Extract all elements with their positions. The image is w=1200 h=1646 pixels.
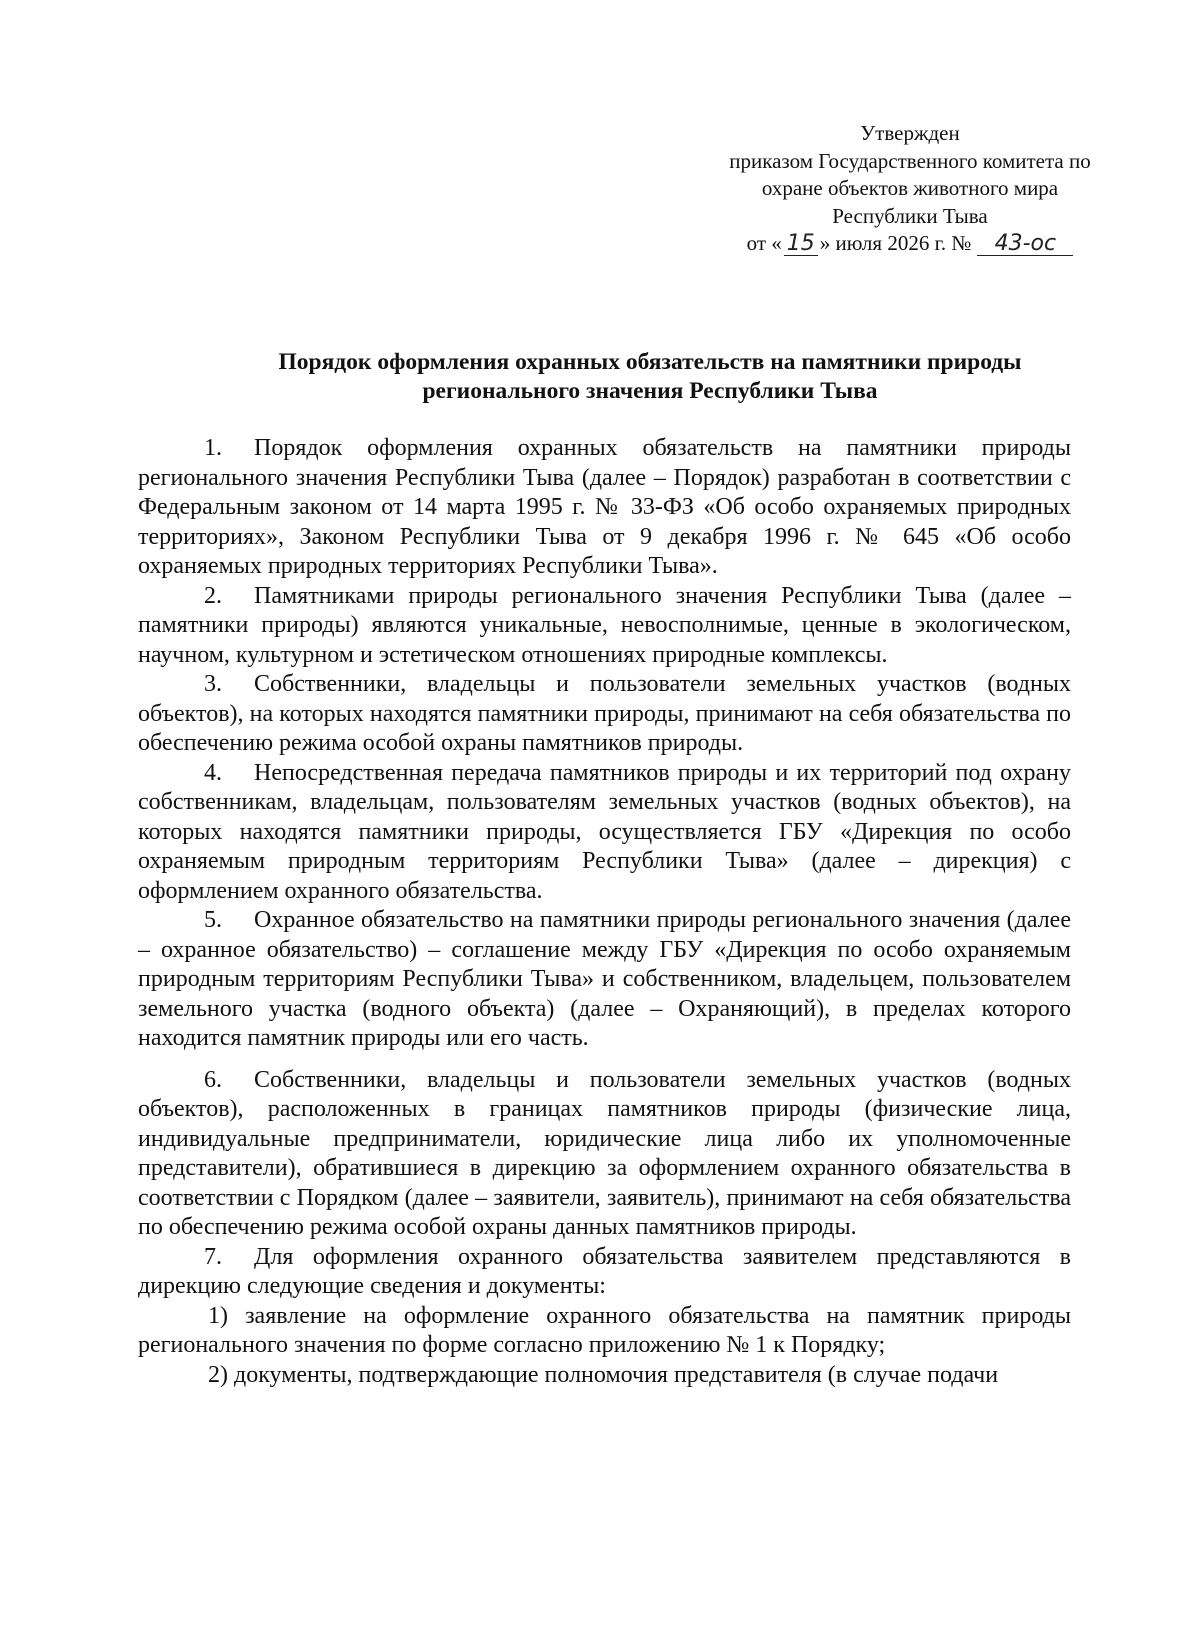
paragraph-3: [138, 670, 1071, 759]
paragraph-text: Памятниками природы регионального значения Республики Тыва (далее – памятники природы) являются уникальные, невосполнимые, ценные в экологическом, научном, культурном и эстетическом отношениях природные комплексы.: [138, 582, 1071, 668]
paragraph-number: 7.: [204, 1243, 222, 1270]
paragraph-number: 4.: [204, 759, 222, 786]
paragraph-5: [138, 906, 1071, 1054]
handwritten-order-number: 43-ос: [977, 233, 1073, 256]
paragraph-number: 5.: [204, 907, 222, 933]
paragraph-text: Для оформления охранного обязательства заявителем представляются в дирекцию следующие сведения и документы:: [138, 1243, 1071, 1299]
approval-line-4: Республики Тыва: [832, 203, 988, 228]
date-mid: » июля 2026 г. №: [819, 231, 972, 255]
title-line-1: Порядок оформления охранных обязательств на памятники природы: [278, 349, 1022, 375]
subitem-2: 2) документы, подтверждающие полномочия представителя (в случае подачи: [208, 1361, 999, 1388]
title-line-2: регионального значения Республики Тыва: [422, 378, 878, 404]
document-body: [138, 434, 1071, 1390]
document-title: [150, 348, 1150, 406]
paragraph-text: Непосредственная передача памятников природы и их территорий под охрану собственникам, владельцам, пользователям земельных участков (водных объектов), на которых находятся памятники природы, осуществляется ГБУ «Дирекция по особо охраняемым природным территориям Республики Тыва» (далее – дирекция) с оформлением охранного обязательства.: [138, 759, 1071, 904]
paragraph-text: Собственники, владельцы и пользователи земельных участков (водных объектов), расположенных в границах памятников природы (физические лица, индивидуальные предприниматели, юридические лица либо их уполномоченные представители), обратившиеся в дирекцию за оформлением охранного обязательства в соответствии с Порядком (далее – заявители, заявитель), принимают на себя обязательства по обеспечению режима особой охраны данных памятников природы.: [138, 1066, 1071, 1240]
paragraph-1: [138, 434, 1071, 582]
paragraph-number: 2.: [204, 582, 222, 609]
approval-date-line: [660, 230, 1160, 258]
approval-block: [660, 120, 1160, 258]
paragraph-6: [138, 1066, 1071, 1243]
paragraph-number: 6.: [204, 1066, 222, 1093]
subitem-1: 1) заявление на оформление охранного обязательства на памятник природы регионального значения по форме согласно приложению № 1 к Порядку;: [138, 1302, 1071, 1358]
paragraph-7: [138, 1243, 1071, 1302]
paragraph-number: 1.: [204, 435, 222, 461]
paragraph-4: [138, 759, 1071, 907]
date-prefix: от «: [746, 231, 782, 255]
approval-line-1: Утвержден: [860, 121, 960, 145]
approval-line-3: охране объектов животного мира: [761, 176, 1059, 200]
paragraph-2: [138, 582, 1071, 671]
paragraph-text: Порядок оформления охранных обязательств на памятники природы регионального значения Республики Тыва (далее – Порядок) разработан в соответствии с Федеральным законом от 14 марта 1995 г. № 33-ФЗ «Об особо охраняемых природных территориях», Законом Республики Тыва от 9 декабря 1996 г. № 645 «Об особо охраняемых природных территориях Республики Тыва».: [138, 435, 1071, 579]
paragraph-text: Собственники, владельцы и пользователи земельных участков (водных объектов), на которых находятся памятники природы, принимают на себя обязательства по обеспечению режима особой охраны памятников природы.: [138, 671, 1071, 756]
paragraph-number: 3.: [204, 671, 222, 697]
approval-line-2: приказом Государственного комитета по: [729, 148, 1091, 173]
paragraph-text: Охранное обязательство на памятники природы регионального значения (далее – охранное обязательство) – соглашение между ГБУ «Дирекция по особо охраняемым природным территориям Республики Тыва» и собственником, владельцем, пользователем земельного участка (водного объекта) (далее – Охраняющий), в пределах которого находится памятник природы или его часть.: [138, 907, 1071, 1051]
handwritten-day: 15: [784, 233, 818, 256]
